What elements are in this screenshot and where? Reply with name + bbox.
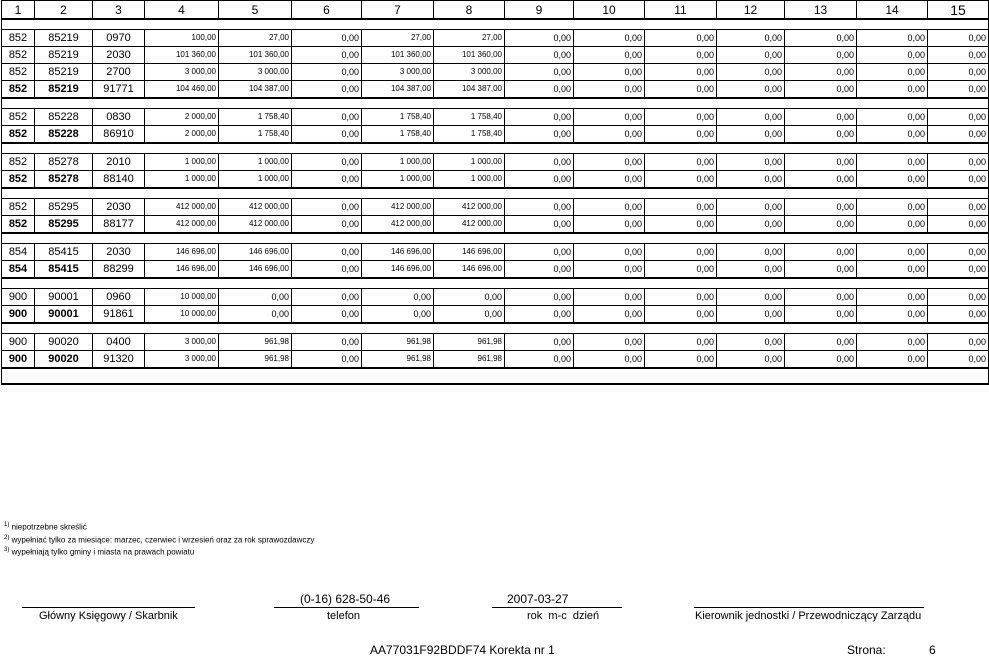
amount-cell: 0,00 [645, 306, 717, 324]
amount-cell: 412 000,00 [145, 199, 219, 216]
amount-cell: 0,00 [928, 126, 989, 144]
section-cell: 85278 [35, 171, 93, 189]
amount-cell: 1 758,40 [362, 126, 434, 144]
amount-cell: 0,00 [505, 109, 574, 126]
amount-cell: 0,00 [292, 199, 362, 216]
paragraph-cell: 2030 [93, 199, 145, 216]
header-cell: 7 [362, 1, 434, 20]
chapter-cell: 854 [2, 261, 35, 279]
amount-cell: 0,00 [717, 289, 785, 306]
paragraph-cell: 2010 [93, 154, 145, 171]
amount-cell: 0,00 [857, 334, 928, 351]
chapter-cell: 852 [2, 216, 35, 234]
amount-cell: 0,00 [717, 199, 785, 216]
amount-cell: 0,00 [505, 334, 574, 351]
amount-cell: 0,00 [785, 126, 857, 144]
amount-cell: 3 000,00 [362, 64, 434, 81]
header-row [2, 1, 989, 20]
header-cell: 10 [574, 1, 645, 20]
amount-cell: 0,00 [785, 334, 857, 351]
phone-line [274, 607, 419, 608]
amount-cell: 0,00 [928, 306, 989, 324]
amount-cell: 961,98 [362, 351, 434, 369]
table-row [2, 30, 989, 47]
amount-cell: 0,00 [928, 171, 989, 189]
amount-cell: 0,00 [785, 244, 857, 261]
paragraph-cell: 2700 [93, 64, 145, 81]
page-number: 6 [929, 643, 936, 657]
amount-cell: 0,00 [292, 109, 362, 126]
amount-cell: 0,00 [292, 30, 362, 47]
amount-cell: 0,00 [219, 289, 292, 306]
amount-cell: 0,00 [717, 126, 785, 144]
amount-cell: 1 758,40 [362, 109, 434, 126]
paragraph-cell: 86910 [93, 126, 145, 144]
amount-cell: 0,00 [785, 171, 857, 189]
amount-cell: 0,00 [505, 64, 574, 81]
amount-cell: 0,00 [785, 154, 857, 171]
spacer-row [2, 368, 989, 384]
chapter-cell: 852 [2, 154, 35, 171]
chapter-cell: 900 [2, 306, 35, 324]
date-label: rok m-c dzień [527, 610, 600, 622]
header-cell: 9 [505, 1, 574, 20]
amount-cell: 0,00 [292, 171, 362, 189]
amount-cell: 0,00 [505, 171, 574, 189]
amount-cell: 27,00 [219, 30, 292, 47]
header-cell: 3 [93, 1, 145, 20]
amount-cell: 0,00 [574, 30, 645, 47]
section-cell: 85415 [35, 261, 93, 279]
amount-cell: 0,00 [645, 30, 717, 47]
amount-cell: 0,00 [785, 351, 857, 369]
table-row [2, 47, 989, 64]
amount-cell: 0,00 [857, 81, 928, 99]
date-value: 2007-03-27 [507, 592, 569, 606]
amount-cell: 0,00 [574, 199, 645, 216]
amount-cell: 2 000,00 [145, 126, 219, 144]
chapter-cell: 900 [2, 334, 35, 351]
paragraph-cell: 88177 [93, 216, 145, 234]
amount-cell: 0,00 [645, 199, 717, 216]
amount-cell: 0,00 [574, 154, 645, 171]
amount-cell: 0,00 [645, 109, 717, 126]
footnote: $^{3)}$ wypełniają tylko gminy i miasta na prawach powiatu [4, 547, 195, 557]
amount-cell: 0,00 [505, 154, 574, 171]
amount-cell: 0,00 [505, 351, 574, 369]
amount-cell: 412 000,00 [145, 216, 219, 234]
amount-cell: 0,00 [857, 30, 928, 47]
spacer-row [2, 188, 989, 199]
amount-cell: 412 000,00 [434, 216, 505, 234]
amount-cell: 0,00 [717, 216, 785, 234]
amount-cell: 10 000,00 [145, 289, 219, 306]
amount-cell: 412 000,00 [434, 199, 505, 216]
table-row [2, 81, 989, 99]
footnote: $^{1)}$ niepotrzebne skreślić [4, 522, 87, 532]
amount-cell: 0,00 [505, 30, 574, 47]
amount-cell: 146 696,00 [362, 244, 434, 261]
amount-cell: 0,00 [928, 351, 989, 369]
phone-value: (0-16) 628-50-46 [300, 592, 391, 606]
header-cell: 4 [145, 1, 219, 20]
section-cell: 85295 [35, 199, 93, 216]
amount-cell: 0,00 [717, 351, 785, 369]
amount-cell: 1 000,00 [434, 171, 505, 189]
amount-cell: 27,00 [362, 30, 434, 47]
header-cell: 14 [857, 1, 928, 20]
section-cell: 85219 [35, 81, 93, 99]
amount-cell: 0,00 [785, 64, 857, 81]
amount-cell: 0,00 [292, 351, 362, 369]
amount-cell: 0,00 [928, 109, 989, 126]
amount-cell: 3 000,00 [145, 64, 219, 81]
amount-cell: 0,00 [785, 216, 857, 234]
table-row [2, 126, 989, 144]
chapter-cell: 900 [2, 289, 35, 306]
section-cell: 85219 [35, 47, 93, 64]
header-cell: 5 [219, 1, 292, 20]
amount-cell: 0,00 [785, 47, 857, 64]
paragraph-cell: 2030 [93, 47, 145, 64]
amount-cell: 0,00 [574, 334, 645, 351]
amount-cell: 0,00 [505, 81, 574, 99]
amount-cell: 0,00 [857, 126, 928, 144]
amount-cell: 0,00 [292, 216, 362, 234]
amount-cell: 104 387,00 [362, 81, 434, 99]
amount-cell: 0,00 [928, 334, 989, 351]
document-code: AA77031F92BDDF74 Korekta nr 1 [370, 643, 555, 657]
section-cell: 90020 [35, 351, 93, 369]
section-cell: 85295 [35, 216, 93, 234]
amount-cell: 961,98 [219, 351, 292, 369]
amount-cell: 0,00 [857, 216, 928, 234]
date-line [492, 607, 622, 608]
amount-cell: 0,00 [717, 154, 785, 171]
amount-cell: 0,00 [362, 306, 434, 324]
amount-cell: 0,00 [717, 171, 785, 189]
amount-cell: 0,00 [292, 47, 362, 64]
amount-cell: 0,00 [857, 154, 928, 171]
amount-cell: 0,00 [785, 81, 857, 99]
amount-cell: 104 460,00 [145, 81, 219, 99]
amount-cell: 0,00 [574, 64, 645, 81]
manager-signature-line [694, 607, 924, 608]
header-cell: 1 [2, 1, 35, 20]
amount-cell: 0,00 [857, 109, 928, 126]
report-table [1, 0, 989, 385]
amount-cell: 0,00 [928, 81, 989, 99]
section-cell: 90001 [35, 289, 93, 306]
amount-cell: 146 696,00 [434, 261, 505, 279]
chapter-cell: 852 [2, 81, 35, 99]
amount-cell: 1 000,00 [219, 171, 292, 189]
chapter-cell: 852 [2, 30, 35, 47]
amount-cell: 0,00 [717, 64, 785, 81]
paragraph-cell: 88140 [93, 171, 145, 189]
paragraph-cell: 2030 [93, 244, 145, 261]
amount-cell: 1 000,00 [219, 154, 292, 171]
table-row [2, 171, 989, 189]
amount-cell: 0,00 [717, 47, 785, 64]
paragraph-cell: 0970 [93, 30, 145, 47]
accountant-signature-line [22, 607, 195, 608]
amount-cell: 101 360,00 [145, 47, 219, 64]
accountant-label: Główny Księgowy / Skarbnik [39, 610, 178, 622]
amount-cell: 0,00 [717, 30, 785, 47]
amount-cell: 0,00 [857, 64, 928, 81]
amount-cell: 961,98 [219, 334, 292, 351]
section-cell: 85228 [35, 126, 93, 144]
amount-cell: 0,00 [574, 171, 645, 189]
amount-cell: 0,00 [857, 47, 928, 64]
amount-cell: 1 758,40 [434, 109, 505, 126]
chapter-cell: 852 [2, 126, 35, 144]
amount-cell: 0,00 [928, 244, 989, 261]
amount-cell: 10 000,00 [145, 306, 219, 324]
amount-cell: 0,00 [434, 289, 505, 306]
spacer-row [2, 98, 989, 109]
amount-cell: 0,00 [645, 154, 717, 171]
phone-label: telefon [327, 610, 361, 622]
amount-cell: 0,00 [785, 306, 857, 324]
chapter-cell: 852 [2, 47, 35, 64]
amount-cell: 104 387,00 [219, 81, 292, 99]
amount-cell: 0,00 [574, 216, 645, 234]
amount-cell: 0,00 [574, 261, 645, 279]
amount-cell: 0,00 [857, 261, 928, 279]
amount-cell: 0,00 [292, 334, 362, 351]
amount-cell: 0,00 [574, 289, 645, 306]
amount-cell: 0,00 [928, 64, 989, 81]
amount-cell: 961,98 [362, 334, 434, 351]
amount-cell: 0,00 [505, 244, 574, 261]
amount-cell: 1 758,40 [219, 109, 292, 126]
chapter-cell: 852 [2, 64, 35, 81]
amount-cell: 0,00 [574, 126, 645, 144]
amount-cell: 961,98 [434, 351, 505, 369]
amount-cell: 146 696,00 [362, 261, 434, 279]
amount-cell: 3 000,00 [145, 334, 219, 351]
amount-cell: 0,00 [292, 244, 362, 261]
amount-cell: 0,00 [928, 289, 989, 306]
amount-cell: 961,98 [434, 334, 505, 351]
amount-cell: 412 000,00 [219, 216, 292, 234]
amount-cell: 0,00 [219, 306, 292, 324]
paragraph-cell: 0960 [93, 289, 145, 306]
amount-cell: 2 000,00 [145, 109, 219, 126]
paragraph-cell: 88299 [93, 261, 145, 279]
amount-cell: 0,00 [717, 334, 785, 351]
table-row [2, 244, 989, 261]
amount-cell: 1 000,00 [145, 154, 219, 171]
table-row [2, 216, 989, 234]
amount-cell: 0,00 [574, 351, 645, 369]
amount-cell: 0,00 [292, 126, 362, 144]
amount-cell: 0,00 [857, 351, 928, 369]
amount-cell: 0,00 [574, 244, 645, 261]
amount-cell: 0,00 [292, 306, 362, 324]
amount-cell: 0,00 [928, 216, 989, 234]
table-row [2, 109, 989, 126]
amount-cell: 1 000,00 [434, 154, 505, 171]
amount-cell: 0,00 [505, 216, 574, 234]
amount-cell: 0,00 [645, 289, 717, 306]
amount-cell: 0,00 [645, 171, 717, 189]
chapter-cell: 854 [2, 244, 35, 261]
amount-cell: 146 696,00 [219, 244, 292, 261]
spacer-row [2, 19, 989, 30]
spacer-row [2, 278, 989, 289]
table-row [2, 351, 989, 369]
section-cell: 85228 [35, 109, 93, 126]
amount-cell: 0,00 [645, 261, 717, 279]
header-cell: 11 [645, 1, 717, 20]
header-cell: 12 [717, 1, 785, 20]
amount-cell: 0,00 [857, 171, 928, 189]
section-cell: 85219 [35, 30, 93, 47]
amount-cell: 0,00 [785, 30, 857, 47]
amount-cell: 101 360,00 [434, 47, 505, 64]
amount-cell: 0,00 [505, 199, 574, 216]
amount-cell: 412 000,00 [362, 199, 434, 216]
amount-cell: 0,00 [645, 47, 717, 64]
table-body [2, 1, 989, 385]
header-cell: 15 [928, 1, 989, 20]
header-cell: 13 [785, 1, 857, 20]
amount-cell: 101 360,00 [362, 47, 434, 64]
amount-cell: 0,00 [717, 244, 785, 261]
header-cell: 8 [434, 1, 505, 20]
amount-cell: 0,00 [645, 351, 717, 369]
amount-cell: 3 000,00 [434, 64, 505, 81]
amount-cell: 0,00 [857, 244, 928, 261]
amount-cell: 0,00 [717, 109, 785, 126]
amount-cell: 0,00 [574, 47, 645, 64]
amount-cell: 101 360,00 [219, 47, 292, 64]
amount-cell: 0,00 [785, 199, 857, 216]
amount-cell: 0,00 [505, 126, 574, 144]
amount-cell: 412 000,00 [219, 199, 292, 216]
chapter-cell: 852 [2, 171, 35, 189]
amount-cell: 0,00 [857, 289, 928, 306]
section-cell: 90001 [35, 306, 93, 324]
amount-cell: 0,00 [785, 261, 857, 279]
amount-cell: 0,00 [645, 81, 717, 99]
amount-cell: 0,00 [928, 154, 989, 171]
amount-cell: 0,00 [717, 261, 785, 279]
amount-cell: 0,00 [434, 306, 505, 324]
amount-cell: 0,00 [505, 261, 574, 279]
section-cell: 85219 [35, 64, 93, 81]
header-cell: 2 [35, 1, 93, 20]
paragraph-cell: 0830 [93, 109, 145, 126]
amount-cell: 0,00 [928, 261, 989, 279]
table-row [2, 154, 989, 171]
paragraph-cell: 91320 [93, 351, 145, 369]
amount-cell: 0,00 [645, 64, 717, 81]
amount-cell: 27,00 [434, 30, 505, 47]
amount-cell: 0,00 [292, 154, 362, 171]
amount-cell: 0,00 [645, 334, 717, 351]
amount-cell: 1 000,00 [362, 154, 434, 171]
amount-cell: 412 000,00 [362, 216, 434, 234]
paragraph-cell: 91861 [93, 306, 145, 324]
amount-cell: 146 696,00 [145, 261, 219, 279]
amount-cell: 0,00 [574, 109, 645, 126]
amount-cell: 146 696,00 [219, 261, 292, 279]
footnotes [4, 520, 314, 558]
amount-cell: 1 758,40 [434, 126, 505, 144]
amount-cell: 0,00 [928, 30, 989, 47]
table-row [2, 306, 989, 324]
spacer-row [2, 323, 989, 334]
amount-cell: 104 387,00 [434, 81, 505, 99]
amount-cell: 0,00 [857, 306, 928, 324]
section-cell: 85415 [35, 244, 93, 261]
amount-cell: 0,00 [292, 261, 362, 279]
amount-cell: 0,00 [645, 216, 717, 234]
amount-cell: 146 696,00 [145, 244, 219, 261]
amount-cell: 0,00 [717, 81, 785, 99]
amount-cell: 0,00 [785, 109, 857, 126]
chapter-cell: 900 [2, 351, 35, 369]
amount-cell: 1 000,00 [145, 171, 219, 189]
table-row [2, 334, 989, 351]
manager-label: Kierownik jednostki / Przewodniczący Zarządu [695, 610, 922, 622]
amount-cell: 0,00 [574, 81, 645, 99]
amount-cell: 0,00 [505, 289, 574, 306]
amount-cell: 0,00 [645, 126, 717, 144]
amount-cell: 0,00 [928, 47, 989, 64]
paragraph-cell: 91771 [93, 81, 145, 99]
amount-cell: 1 000,00 [362, 171, 434, 189]
amount-cell: 0,00 [292, 81, 362, 99]
table-row [2, 64, 989, 81]
amount-cell: 0,00 [717, 306, 785, 324]
chapter-cell: 852 [2, 199, 35, 216]
spacer-row [2, 143, 989, 154]
amount-cell: 0,00 [785, 289, 857, 306]
amount-cell: 3 000,00 [145, 351, 219, 369]
section-cell: 90020 [35, 334, 93, 351]
amount-cell: 0,00 [292, 289, 362, 306]
table-row [2, 261, 989, 279]
table-row [2, 199, 989, 216]
amount-cell: 0,00 [857, 199, 928, 216]
header-cell: 6 [292, 1, 362, 20]
table-row [2, 289, 989, 306]
amount-cell: 0,00 [362, 289, 434, 306]
amount-cell: 0,00 [645, 244, 717, 261]
amount-cell: 146 696,00 [434, 244, 505, 261]
amount-cell: 0,00 [928, 199, 989, 216]
amount-cell: 3 000,00 [219, 64, 292, 81]
footnote: $^{2)}$ wypełniać tylko za miesiące: marzec, czerwiec i wrzesień oraz za rok sprawozdawczy [4, 534, 315, 545]
paragraph-cell: 0400 [93, 334, 145, 351]
amount-cell: 1 758,40 [219, 126, 292, 144]
amount-cell: 0,00 [292, 64, 362, 81]
spacer-row [2, 233, 989, 244]
amount-cell: 0,00 [574, 306, 645, 324]
amount-cell: 0,00 [505, 306, 574, 324]
section-cell: 85278 [35, 154, 93, 171]
amount-cell: 100,00 [145, 30, 219, 47]
chapter-cell: 852 [2, 109, 35, 126]
amount-cell: 0,00 [505, 47, 574, 64]
page-label: Strona: [847, 643, 886, 657]
